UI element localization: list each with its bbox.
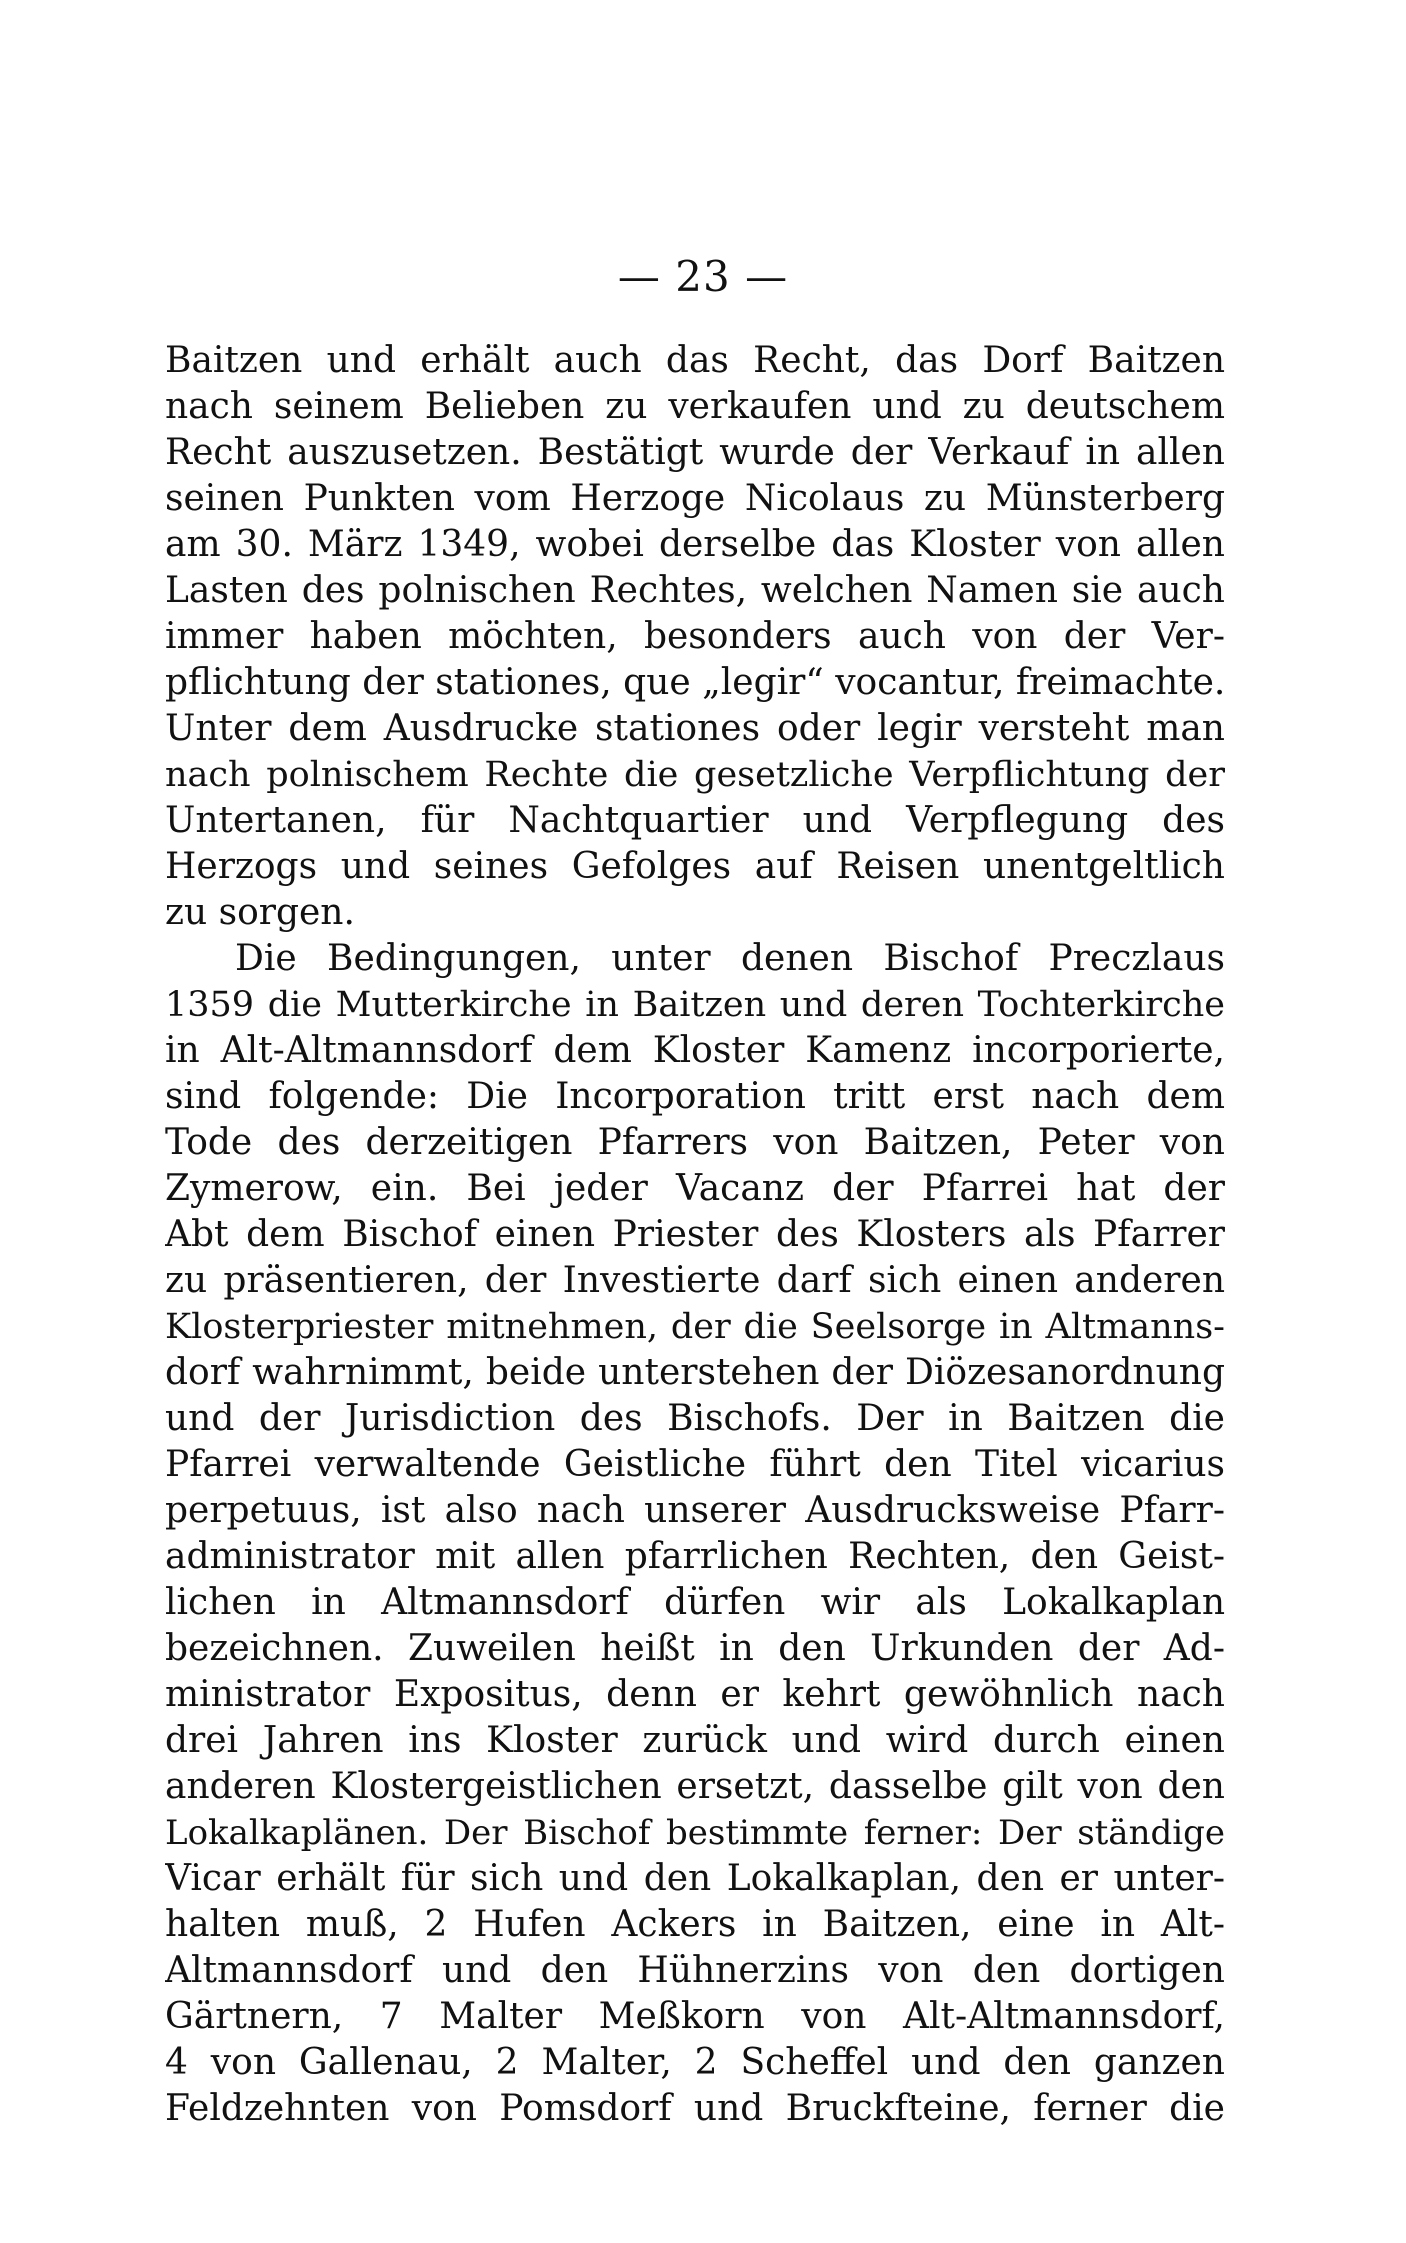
text-line: perpetuus, ist also nach unserer Ausdrucksweise Pfarr- [165,1490,1225,1531]
body-text [165,338,1225,2132]
text-line: Untertanen, für Nachtquartier und Verpflegung des [165,800,1225,841]
text-line: lichen in Altmannsdorf dürfen wir als Lokalkaplan [165,1582,1225,1623]
text-line: Die Bedingungen, unter denen Bischof Preczlaus [235,938,1225,979]
text-line: halten muß, 2 Hufen Ackers in Baitzen, eine in Alt- [165,1904,1225,1945]
text-line: nach seinem Belieben zu verkaufen und zu deutschem [165,386,1225,427]
text-line: 4 von Gallenau, 2 Malter, 2 Scheffel und den ganzen [165,2042,1225,2083]
text-line: zu sorgen. [165,892,355,933]
text-line: Lokalkaplänen. Der Bischof bestimmte ferner: Der ständige [165,1813,1225,1853]
text-line: am 30. März 1349, wobei derselbe das Kloster von allen [165,524,1225,565]
text-line: Altmannsdorf und den Hühnerzins von den dortigen [165,1950,1225,1991]
text-line: in Alt-Altmannsdorf dem Kloster Kamenz incorporierte, [165,1030,1225,1071]
text-line: Vicar erhält für sich und den Lokalkaplan, den er unter- [165,1858,1225,1899]
text-line: 1359 die Mutterkirche in Baitzen und deren Tochterkirche [165,985,1225,1025]
text-line: Recht auszusetzen. Bestätigt wurde der Verkauf in allen [165,432,1225,473]
text-line: Zymerow, ein. Bei jeder Vacanz der Pfarrei hat der [165,1168,1225,1209]
text-line: bezeichnen. Zuweilen heißt in den Urkunden der Ad- [165,1628,1225,1669]
text-line: Unter dem Ausdrucke stationes oder legir versteht man [165,708,1225,749]
text-line: zu präsentieren, der Investierte darf sich einen anderen [165,1260,1225,1301]
text-line: Abt dem Bischof einen Priester des Klosters als Pfarrer [165,1214,1225,1255]
text-line: nach polnischem Rechte die gesetzliche Verpflichtung der [165,755,1225,795]
text-line: Tode des derzeitigen Pfarrers von Baitzen, Peter von [165,1122,1225,1163]
text-line: drei Jahren ins Kloster zurück und wird durch einen [165,1720,1225,1761]
text-line: sind folgende: Die Incorporation tritt erst nach dem [165,1076,1225,1117]
text-line: und der Jurisdiction des Bischofs. Der in Baitzen die [165,1398,1225,1439]
text-line: administrator mit allen pfarrlichen Rechten, den Geist- [165,1536,1225,1577]
text-line: Baitzen und erhält auch das Recht, das Dorf Baitzen [165,340,1225,381]
text-line: Lasten des polnischen Rechtes, welchen Namen sie auch [165,570,1225,611]
text-line: Klosterpriester mitnehmen, der die Seelsorge in Altmanns- [165,1307,1225,1347]
page-number: — 23 — [617,252,789,301]
text-line: Pfarrei verwaltende Geistliche führt den Titel vicarius [165,1444,1225,1485]
text-line: immer haben möchten, besonders auch von der Ver- [165,616,1225,657]
text-line: seinen Punkten vom Herzoge Nicolaus zu Münsterberg [165,478,1225,519]
text-line: pflichtung der stationes, que „legir“ vocantur, freimachte. [165,662,1225,703]
text-line: Gärtnern, 7 Malter Meßkorn von Alt-Altmannsdorf, [165,1996,1225,2037]
text-line: anderen Klostergeistlichen ersetzt, dasselbe gilt von den [165,1766,1225,1807]
text-line: ministrator Expositus, denn er kehrt gewöhnlich nach [165,1674,1225,1715]
text-line: Feldzehnten von Pomsdorf und Bruckfteine, ferner die [165,2088,1225,2129]
text-line: Herzogs und seines Gefolges auf Reisen unentgeltlich [165,846,1225,887]
text-line: dorf wahrnimmt, beide unterstehen der Diözesanordnung [165,1352,1225,1393]
